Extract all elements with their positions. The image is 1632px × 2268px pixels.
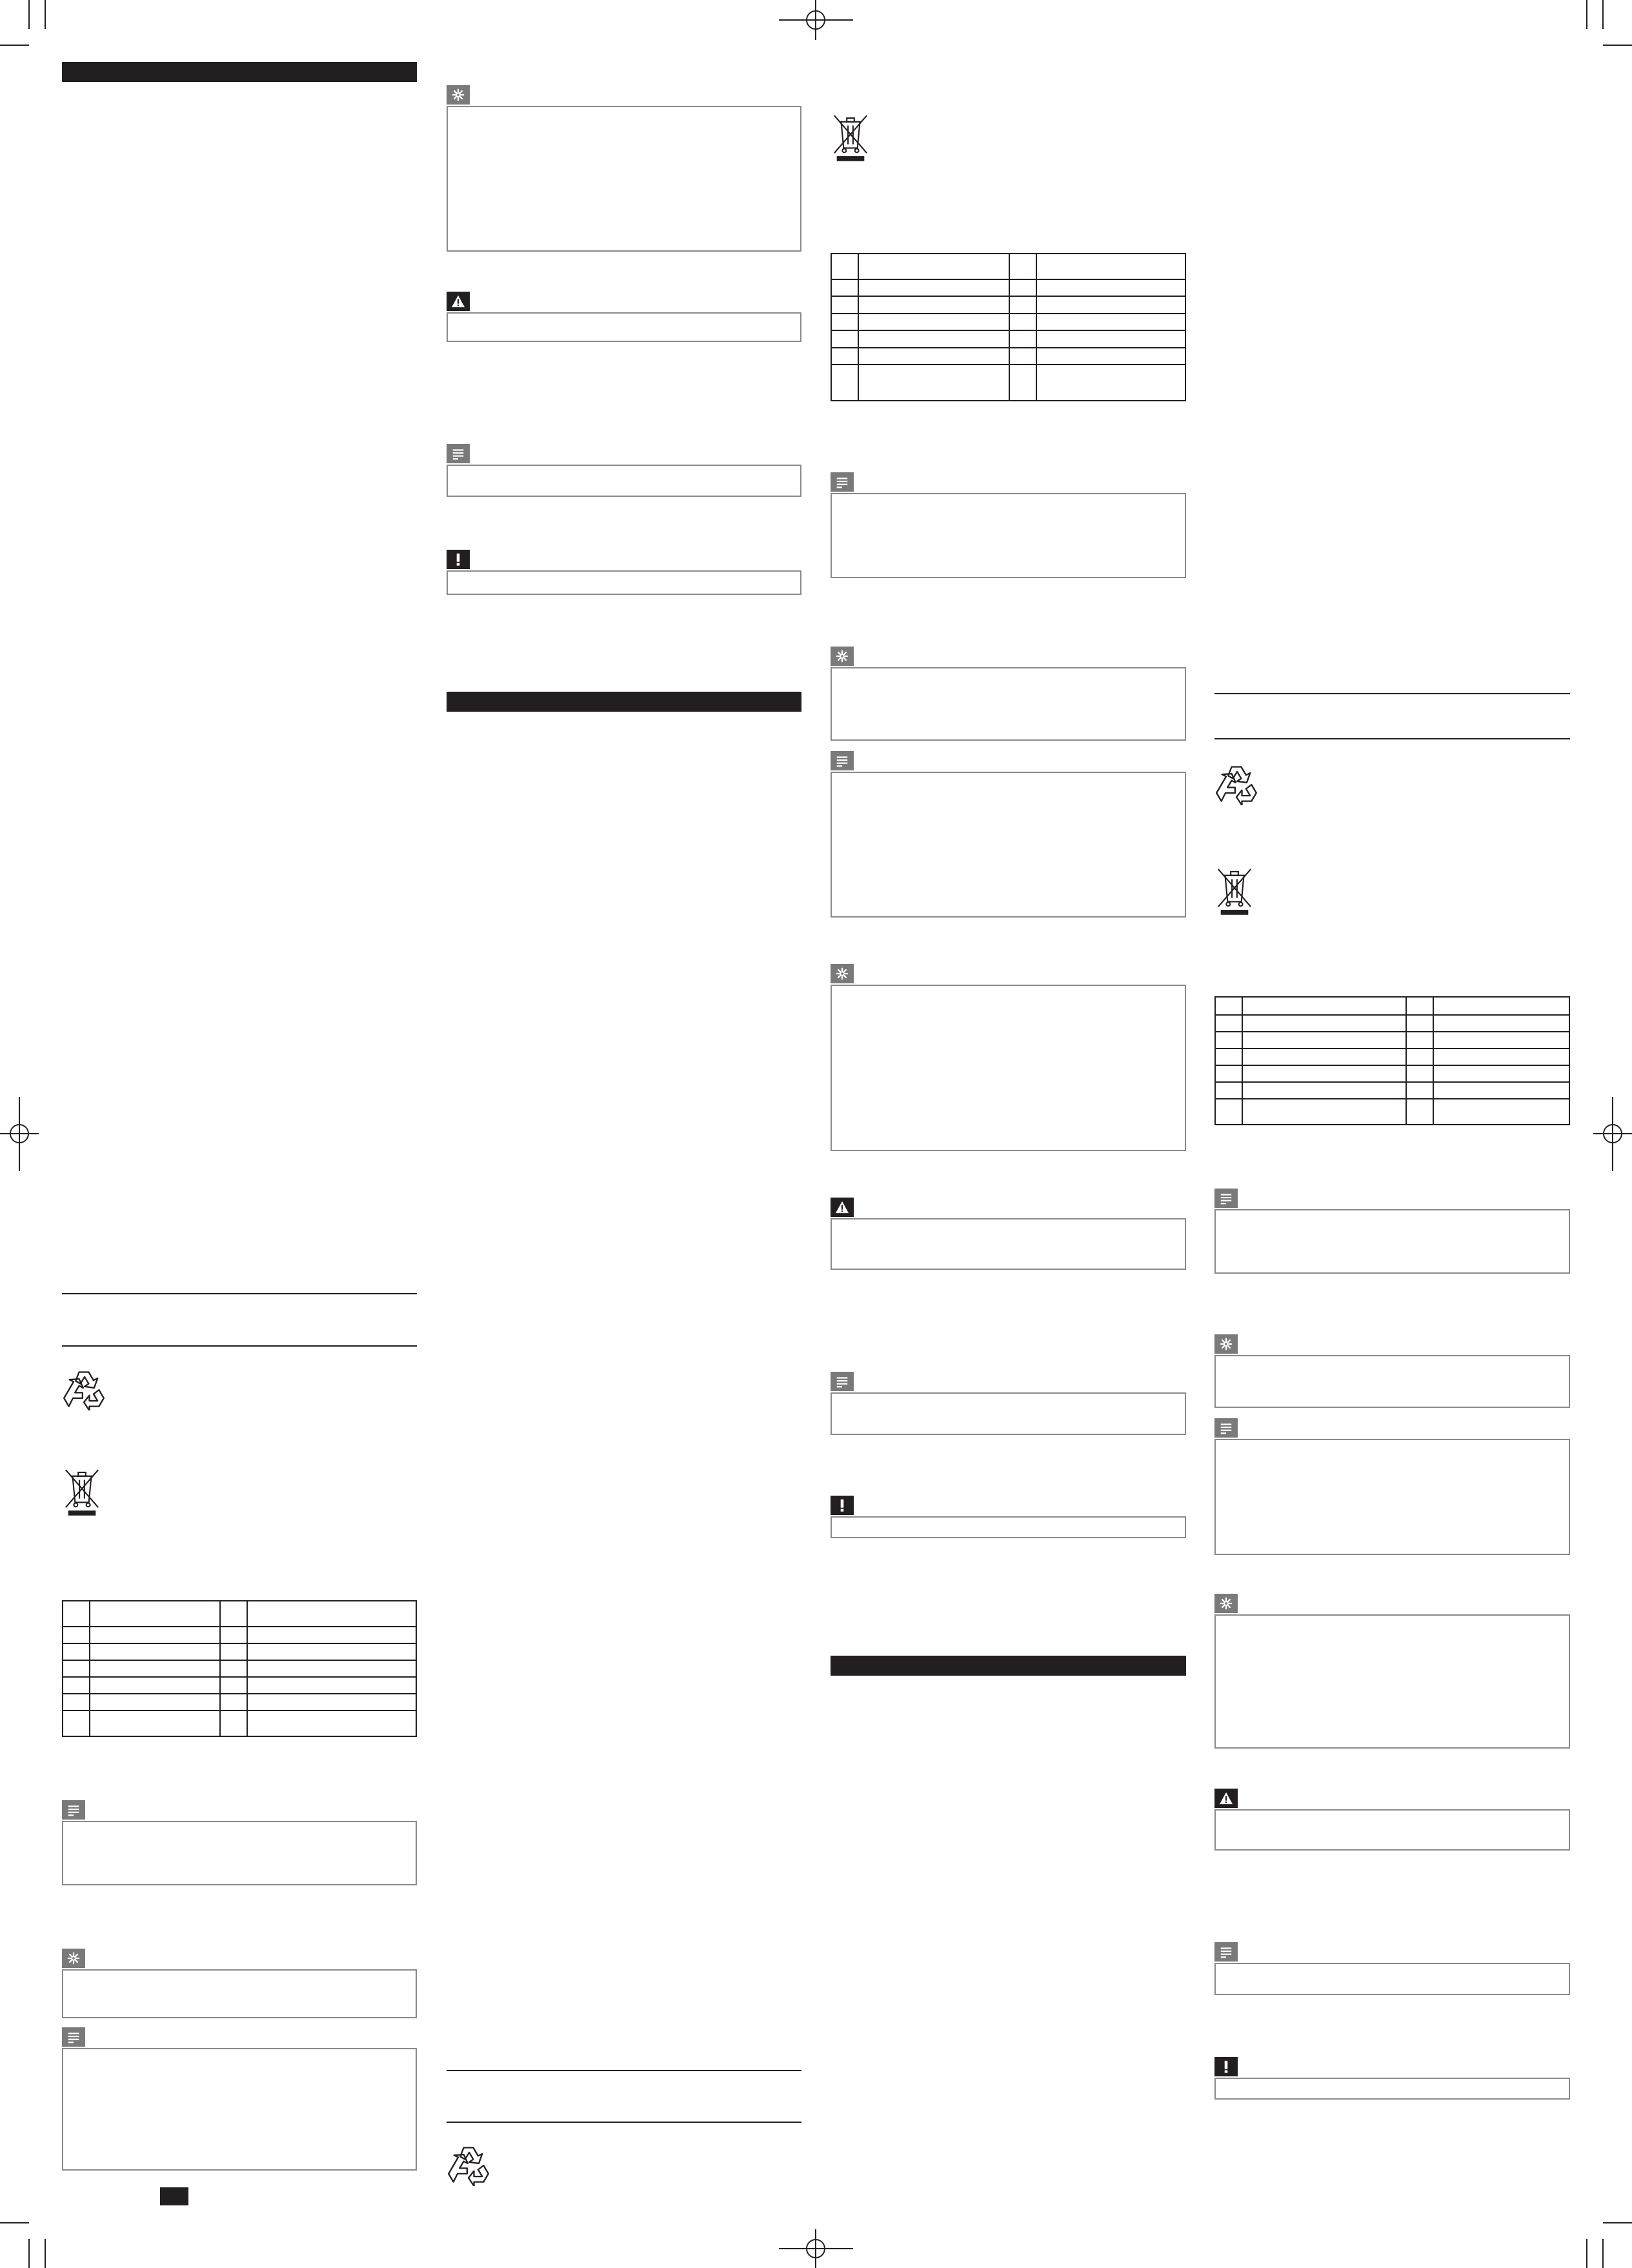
warning-box (447, 312, 801, 342)
page-number-tab (160, 2187, 188, 2205)
section-rule (62, 1293, 417, 1294)
note-box (1214, 1209, 1570, 1274)
note-icon (831, 472, 854, 492)
registration-mark-icon (0, 1097, 39, 1171)
caution-box (831, 1516, 1186, 1538)
tip-box (62, 1969, 417, 2018)
tip-icon (831, 647, 854, 666)
caution-icon (1214, 2057, 1238, 2076)
note-icon (1214, 1189, 1238, 1208)
hazardous-substance-table (62, 1600, 417, 1737)
hazardous-substance-table (831, 253, 1186, 401)
warning-icon (831, 1198, 854, 1217)
tip-icon (831, 964, 854, 983)
crossed-out-bin-icon (831, 110, 871, 164)
recycle-icon (62, 1367, 106, 1410)
section-rule (1214, 693, 1570, 694)
tip-box (831, 667, 1186, 741)
recycle-icon (1214, 761, 1258, 805)
tip-box (1214, 1355, 1570, 1408)
note-icon (831, 1372, 854, 1391)
section-heading-bar (831, 1656, 1186, 1676)
note-icon (1214, 1418, 1238, 1438)
section-heading-bar (62, 62, 417, 82)
caution-box (447, 570, 801, 595)
note-icon (62, 1800, 85, 1820)
recycle-icon (447, 2142, 490, 2186)
caution-icon (831, 1496, 854, 1515)
section-rule (1214, 738, 1570, 739)
section-rule (447, 2070, 801, 2071)
tip-box (831, 985, 1186, 1151)
note-box (62, 2048, 417, 2171)
caution-box (1214, 2078, 1570, 2100)
note-icon (831, 751, 854, 770)
note-box (1214, 1439, 1570, 1555)
warning-box (831, 1218, 1186, 1270)
tip-icon (1214, 1594, 1238, 1613)
note-box (831, 1392, 1186, 1435)
note-box (831, 493, 1186, 578)
warning-icon (447, 292, 470, 311)
note-box (1214, 1963, 1570, 1995)
note-box (831, 772, 1186, 918)
section-heading-bar (447, 692, 801, 712)
registration-mark-icon (779, 0, 853, 40)
tip-icon (447, 85, 470, 105)
tip-icon (1214, 1334, 1238, 1354)
caution-icon (447, 550, 470, 569)
section-rule (62, 1345, 417, 1347)
note-icon (62, 2027, 85, 2047)
registration-mark-icon (1593, 1097, 1632, 1171)
tip-box (1214, 1614, 1570, 1749)
note-icon (1214, 1942, 1238, 1962)
warning-box (1214, 1809, 1570, 1851)
note-box (62, 1821, 417, 1885)
note-icon (447, 444, 470, 463)
hazardous-substance-table (1214, 996, 1570, 1125)
tip-box (447, 106, 801, 252)
tip-icon (62, 1949, 85, 1968)
registration-mark-icon (779, 2229, 853, 2268)
crossed-out-bin-icon (62, 1466, 102, 1516)
note-box (447, 465, 801, 497)
crossed-out-bin-icon (1214, 863, 1254, 918)
section-rule (447, 2122, 801, 2123)
warning-icon (1214, 1789, 1238, 1808)
